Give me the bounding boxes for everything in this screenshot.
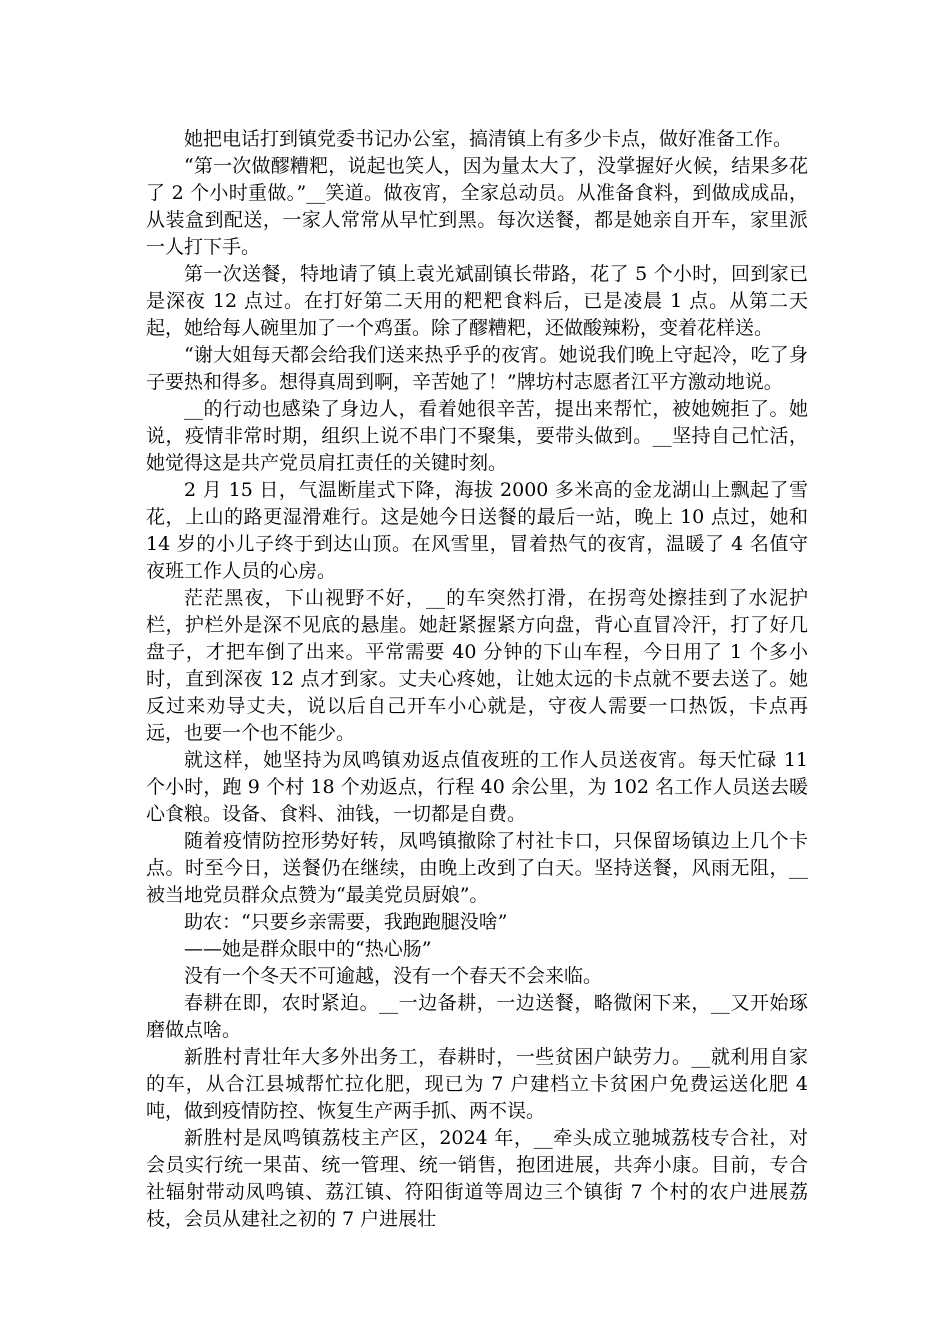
- paragraph-11: 春耕在即，农时紧迫。__一边备耕，一边送餐，略微闲下来，__又开始琢磨做点啥。: [146, 992, 808, 1041]
- paragraph-8: 就这样，她坚持为凤鸣镇劝返点值夜班的工作人员送夜宵。每天忙碌 11 个小时，跑 9 个村 18 个劝返点，行程 40 余公里，为 102 名工作人员送去暖心食粮。设备、食料、油钱，一切都是自费。: [146, 749, 808, 825]
- paragraph-4: “谢大姐每天都会给我们送来热乎乎的夜宵。她说我们晚上守起冷，吃了身子要热和得多。想得真周到啊，辛苦她了！”牌坊村志愿者江平方激动地说。: [146, 344, 808, 393]
- paragraph-5: __的行动也感染了身边人，看着她很辛苦，提出来帮忙，被她婉拒了。她说，疫情非常时期，组织上说不串门不聚集，要带头做到。__坚持自己忙活，她觉得这是共产党员肩扛责任的关键时刻。: [146, 398, 808, 474]
- paragraph-9: 随着疫情防控形势好转，凤鸣镇撤除了村社卡口，只保留场镇边上几个卡点。时至今日，送餐仍在继续，由晚上改到了白天。坚持送餐，风雨无阻，__被当地党员群众点赞为“最美党员厨娘”。: [146, 830, 808, 906]
- paragraph-13: 新胜村是凤鸣镇荔枝主产区，2024 年，__牵头成立驰城荔枝专合社，对会员实行统一果苗、统一管理、统一销售，抱团进展，共奔小康。目前，专合社辐射带动凤鸣镇、荔江镇、符阳街道等周边三个镇街 7 个村的农户进展荔枝，会员从建社之初的 7 户进展壮: [146, 1127, 808, 1230]
- section-subheading: ——她是群众眼中的“热心肠”: [184, 938, 432, 960]
- section-heading: 助农：“只要乡亲需要，我跑跑腿没啥”: [184, 911, 508, 933]
- paragraph-1: 她把电话打到镇党委书记办公室，搞清镇上有多少卡点，做好准备工作。: [184, 128, 793, 150]
- paragraph-2: “第一次做醪糟粑，说起也笑人，因为量太大了，没掌握好火候，结果多花了 2 个小时重做。”__笑道。做夜宵，全家总动员。从准备食料，到做成成品，从装盒到配送，一家人常常从早忙到黑。每次送餐，都是她亲自开车，家里派一人打下手。: [146, 155, 808, 258]
- paragraph-10: 没有一个冬天不可逾越，没有一个春天不会来临。: [184, 965, 603, 987]
- paragraph-3: 第一次送餐，特地请了镇上袁光斌副镇长带路，花了 5 个小时，回到家已是深夜 12 点过。在打好第二天用的粑粑食料后，已是凌晨 1 点。从第二天起，她给每人碗里加了一个鸡蛋。除了醪糟粑，还做酸辣粉，变着花样送。: [146, 263, 808, 339]
- paragraph-7: 茫茫黑夜，下山视野不好，__的车突然打滑，在拐弯处擦挂到了水泥护栏，护栏外是深不见底的悬崖。她赶紧握紧方向盘，背心直冒冷汗，打了好几盘子，才把车倒了出来。平常需要 40 分钟的下山车程，今日用了 1 个多小时，直到深夜 12 点才到家。丈夫心疼她，让她太远的卡点就不要去送了。她反过来劝导丈夫，说以后自己开车小心就是，守夜人需要一口热饭，卡点再远，也要一个也不能少。: [146, 587, 808, 744]
- paragraph-6: 2 月 15 日，气温断崖式下降，海拔 2000 多米高的金龙湖山上飘起了雪花，上山的路更湿滑难行。这是她今日送餐的最后一站，晚上 10 点过，她和 14 岁的小儿子终于到达山顶。在风雪里，冒着热气的夜宵，温暖了 4 名值守夜班工作人员的心房。: [146, 479, 808, 582]
- document-page: [146, 126, 808, 1233]
- paragraph-12: 新胜村青壮年大多外出务工，春耕时，一些贫困户缺劳力。__就利用自家的车，从合江县城帮忙拉化肥，现已为 7 户建档立卡贫困户免费运送化肥 4 吨，做到疫情防控、恢复生产两手抓、两不误。: [146, 1046, 808, 1122]
